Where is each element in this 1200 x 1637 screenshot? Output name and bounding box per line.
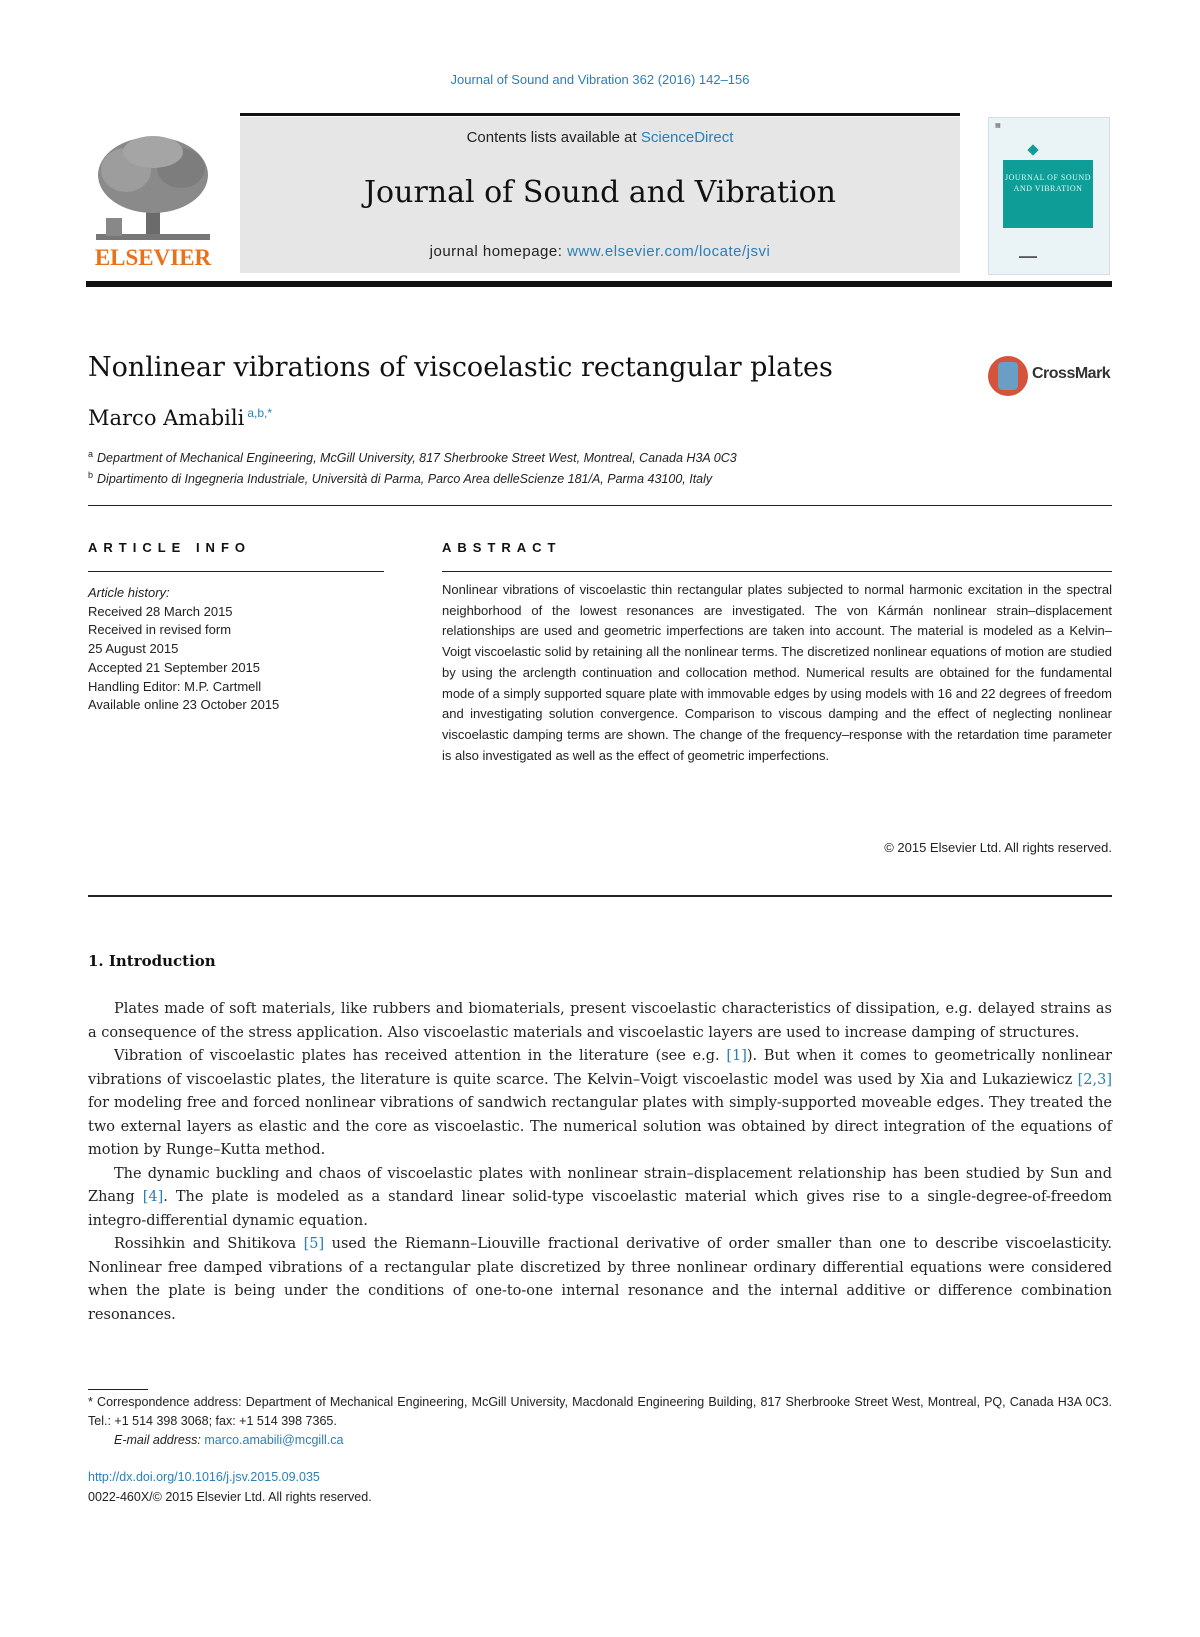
introduction-body [88,998,1112,1327]
crossmark-icon [988,356,1028,396]
reference-link-1[interactable]: [1] [726,1048,747,1064]
crossmark-label: CrossMark [1032,365,1111,382]
cover-title-box [1003,160,1093,228]
elsevier-wordmark: ELSEVIER [94,245,212,270]
journal-cover-thumbnail[interactable] [988,117,1110,275]
sciencedirect-link[interactable]: ScienceDirect [640,129,734,146]
journal-citation[interactable]: Journal of Sound and Vibration 362 (2016) 142–156 [450,72,750,87]
author-affiliation-marks[interactable]: a,b,* [247,406,273,420]
history-item: Accepted 21 September 2015 [88,659,261,675]
header-top-rule [240,113,960,116]
history-item: Handling Editor: M.P. Cartmell [88,678,262,694]
homepage-line [240,243,960,260]
reference-link-5[interactable]: [5] [303,1236,325,1252]
email-link[interactable]: marco.amabili@mcgill.ca [204,1433,344,1447]
paragraph-3-text: The dynamic buckling and chaos of viscoelastic plates with nonlinear strain–displacement relationship has been studied by Sun and Zhang [88,1165,1112,1205]
abstract-bottom-divider [88,895,1112,897]
abstract-heading: ABSTRACT [442,540,562,555]
paragraph-1: Plates made of soft materials, like rubbers and biomaterials, present viscoelastic characteristics of dissipation, e.g. delayed strains as a consequence of the stress application. Also viscoelastic materials and viscoelastic layers are used to increase damping of structures. [88,1001,1112,1041]
history-title: Article history: [88,585,170,600]
article-info-heading: ARTICLE INFO [88,540,251,555]
article-info-rule [88,571,384,572]
affiliation-b [88,470,712,486]
history-item: Available online 23 October 2015 [88,697,280,713]
homepage-link[interactable]: www.elsevier.com/locate/jsvi [567,243,771,260]
cover-diamond-icon [1027,144,1038,155]
journal-title: Journal of Sound and Vibration [364,175,836,210]
cover-publisher-icon: ▦ [995,123,1001,129]
reference-link-4[interactable]: [4] [142,1189,164,1205]
abstract-rule [442,571,1112,572]
affiliation-mark: a [88,449,94,459]
issn-line: 0022-460X/© 2015 Elsevier Ltd. All rights reserved. [88,1490,372,1504]
crossmark-icon-inner [998,362,1018,390]
paragraph-4-text: Rossihkin and Shitikova [114,1236,304,1252]
abstract-copyright: © 2015 Elsevier Ltd. All rights reserved. [884,840,1112,855]
header-bottom-rule [86,281,1112,287]
paragraph-2-text: ). But when it comes to geometrically nonlinear vibrations of viscoelastic plates, the literature is quite scarce. The Kelvin–Voigt viscoelastic model was used by Xia and Lukaziewicz [88,1048,1112,1088]
article-title: Nonlinear vibrations of viscoelastic rectangular plates [88,352,833,383]
homepage-prefix: journal homepage: [429,243,568,260]
reference-link-2-3[interactable]: [2,3] [1077,1071,1112,1088]
footnote-rule [88,1389,148,1390]
paragraph-2 [88,1045,1112,1163]
author-line [88,406,272,430]
history-item: Received in revised form [88,622,232,638]
contents-prefix: Contents lists available at [466,129,641,146]
history-item: Received 28 March 2015 [88,603,233,619]
correspondence-footnote [88,1393,1112,1450]
affiliation-text: Department of Mechanical Engineering, McGill University, 817 Sherbrooke Street West, Montreal, Canada H3A 0C3 [97,451,737,466]
cover-publisher-mark: ▬▬▬ [1019,254,1037,260]
affiliation-a [88,449,737,465]
cover-title-text: JOURNAL OF SOUND AND VIBRATION [1005,173,1091,193]
contents-line [240,129,960,146]
paragraph-4 [88,1233,1112,1327]
history-item: 25 August 2015 [88,641,179,657]
paragraph-2-text: Vibration of viscoelastic plates has received attention in the literature (see e.g. [114,1048,727,1064]
email-label: E-mail address: [114,1433,205,1447]
paragraph-3-text: . The plate is modeled as a standard linear solid-type viscoelastic material which gives rise to a single-degree-of-freedom integro-differential dynamic equation. [88,1189,1112,1229]
affiliation-text: Dipartimento di Ingegneria Industriale, Università di Parma, Parco Area delleScienze 181/A, Parma 43100, Italy [97,472,713,487]
journal-banner [240,117,960,273]
author-name: Marco Amabili [88,406,245,430]
abstract-text: Nonlinear vibrations of viscoelastic thin rectangular plates subjected to normal harmonic excitation in the spectral neighborhood of the lowest resonances are investigated. The von Kármán nonlinear strain–displacement relationships are used and geometric imperfections are taken into account. The material is modeled as a Kelvin–Voigt viscoelastic solid by retaining all the nonlinear terms. The discretized nonlinear equations of motion are studied by using the arclength continuation and collocation method. Numerical results are obtained for the fundamental mode of a simply supported square plate with immovable edges by using models with 16 and 22 degrees of freedom and investigating solution convergence. Comparison to viscous damping and the effect of neglecting nonlinear viscoelastic damping terms are shown. The change of the frequency–response with the retardation time parameter is also investigated as well as the effect of geometric imperfections. [442,582,1112,763]
email-line [88,1431,1112,1450]
paragraph-2-text: for modeling free and forced nonlinear vibrations of sandwich rectangular plates with simply-supported moveable edges. They treated the two external layers as elastic and the core as viscoelastic. The numerical solution was obtained by direct integration of the equations of motion by Runge–Kutta method. [88,1095,1112,1158]
affiliation-divider [88,505,1112,506]
doi-link[interactable]: http://dx.doi.org/10.1016/j.jsv.2015.09.035 [88,1470,320,1484]
article-history [88,584,279,715]
paragraph-3 [88,1163,1112,1234]
introduction-heading: 1. Introduction [88,952,216,970]
correspondence-text: * Correspondence address: Department of Mechanical Engineering, McGill University, Macdonald Engineering Building, 817 Sherbrooke Street West, Montreal, PQ, Canada H3A 0C3. Tel.: +1 514 398 3068; fax: +1 514 398 7365. [88,1395,1112,1428]
affiliation-mark: b [88,470,94,480]
paragraph-4-text: used the Riemann–Liouville fractional derivative of order smaller than one to describe viscoelasticity. Nonlinear free damped vibrations of a rectangular plate discretized by three nonlinear ordinary differential equations were considered when the plate is being under the conditions of one-to-one internal resonance and the internal additive or difference combination resonances. [88,1236,1113,1323]
